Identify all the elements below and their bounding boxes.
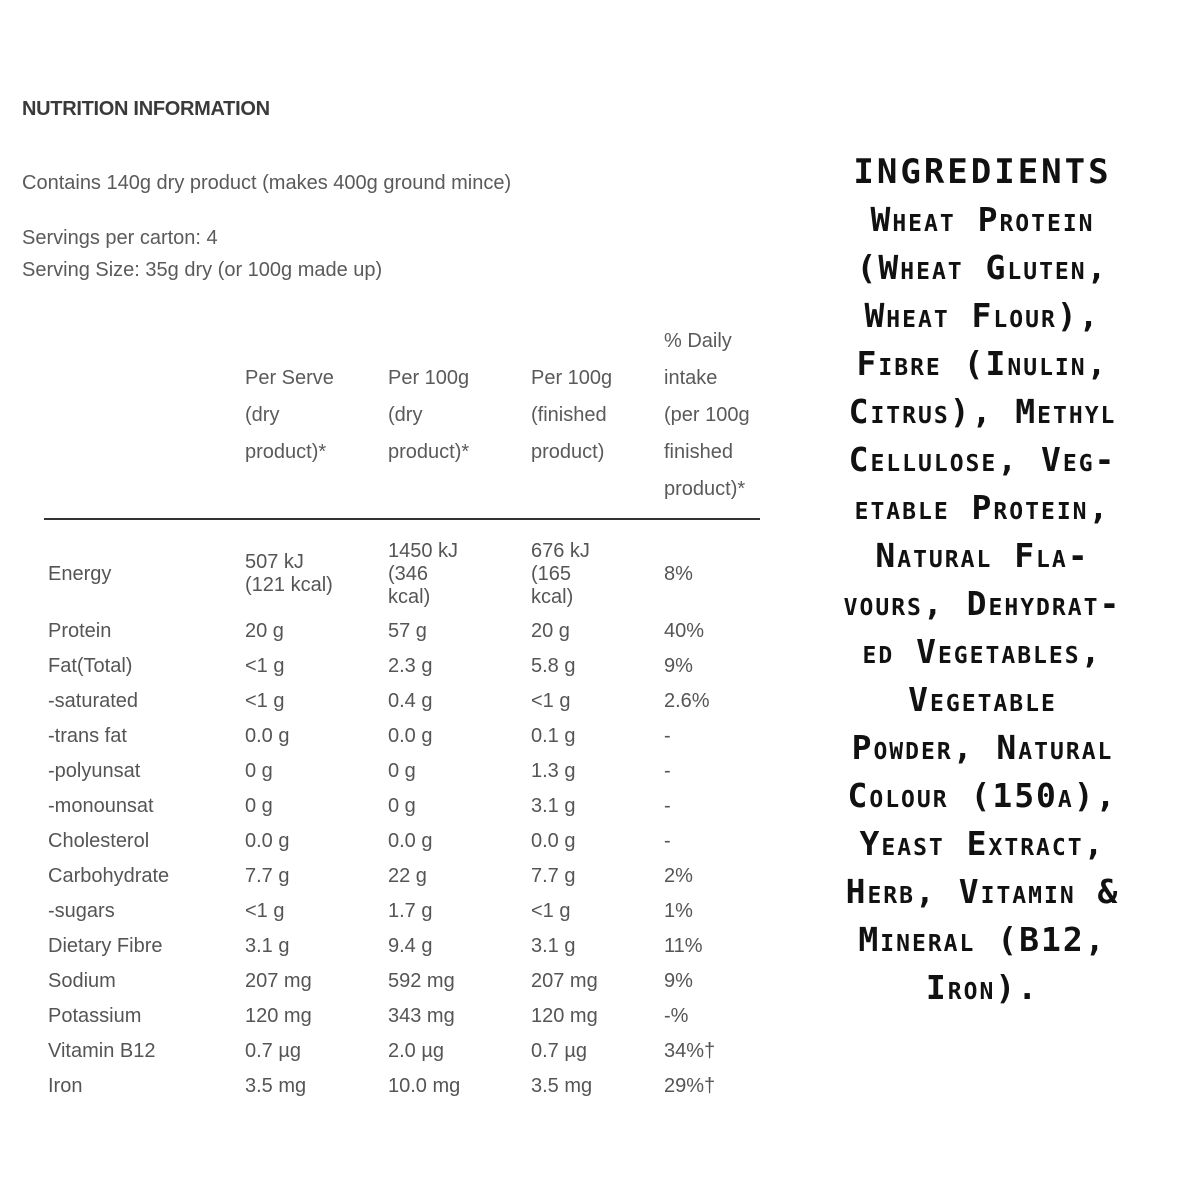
ingredients-line: Vegetable <box>908 680 1057 719</box>
ingredients-line: Mineral (B12, <box>858 920 1107 959</box>
per-serve-value: 207 mg <box>245 970 312 992</box>
per-100g-finished-value: <1 g <box>531 690 571 712</box>
per-100g-dry-value: 22 g <box>388 865 427 887</box>
per-serve-value: 0.0 g <box>245 830 290 852</box>
nutrient-name: Vitamin B12 <box>48 1040 156 1062</box>
ingredients-line: Wheat Flour), <box>864 296 1101 335</box>
nutrient-name: -saturated <box>48 690 139 712</box>
daily-intake-value: 2% <box>664 865 693 887</box>
daily-intake-value: - <box>664 725 671 747</box>
nutrient-name: Dietary Fibre <box>48 935 163 957</box>
per-serve-value: 507 kJ (121 kcal) <box>245 551 333 596</box>
daily-intake-value: - <box>664 795 671 817</box>
table-row <box>0 789 780 824</box>
nutrient-name: -trans fat <box>48 725 127 747</box>
column-header-per-100g-finished: Per 100g (finished product) <box>531 367 613 463</box>
table-row <box>0 754 780 789</box>
nutrition-title: NUTRITION INFORMATION <box>22 98 270 120</box>
per-100g-finished-value: 0.0 g <box>531 830 576 852</box>
per-100g-finished-value: 207 mg <box>531 970 598 992</box>
per-100g-dry-value: 0 g <box>388 795 416 817</box>
per-100g-dry-value: 0.0 g <box>388 725 433 747</box>
header-divider <box>44 518 760 520</box>
table-row <box>0 894 780 929</box>
per-100g-finished-value: 3.1 g <box>531 795 576 817</box>
ingredients-line: Yeast Extract, <box>859 824 1106 863</box>
table-row <box>0 538 780 610</box>
ingredients-line: (Wheat Gluten, <box>856 248 1109 287</box>
table-row <box>0 999 780 1034</box>
table-row <box>0 964 780 999</box>
table-row <box>0 929 780 964</box>
table-row <box>0 719 780 754</box>
per-100g-dry-value: 0 g <box>388 760 416 782</box>
table-row <box>0 1069 780 1104</box>
nutrient-name: Potassium <box>48 1005 142 1027</box>
column-header-per-serve: Per Serve (dry product)* <box>245 367 334 463</box>
nutrient-name: Cholesterol <box>48 830 150 852</box>
nutrient-name: -sugars <box>48 900 115 922</box>
per-100g-dry-value: 2.0 µg <box>388 1040 445 1062</box>
ingredients-line: Herb, Vitamin & <box>845 872 1120 911</box>
ingredients-line: Powder, Natural <box>851 728 1114 767</box>
per-serve-value: 0 g <box>245 795 273 817</box>
column-header-per-100g-dry: Per 100g (dry product)* <box>388 367 470 463</box>
ingredients-text <box>780 196 1185 1012</box>
ingredients-panel <box>780 148 1185 1012</box>
per-100g-dry-value: 9.4 g <box>388 935 433 957</box>
nutrient-name: Energy <box>48 562 112 585</box>
daily-intake-value: 2.6% <box>664 690 710 712</box>
daily-intake-value: 34%† <box>664 1040 716 1062</box>
daily-intake-value: 11% <box>664 935 703 957</box>
per-serve-value: 0 g <box>245 760 273 782</box>
ingredients-line: Iron). <box>925 968 1040 1007</box>
per-100g-finished-value: 20 g <box>531 620 570 642</box>
ingredients-line: vours, Dehydrat- <box>843 584 1122 623</box>
per-100g-finished-value: 0.7 µg <box>531 1040 588 1062</box>
nutrient-name: Sodium <box>48 970 116 992</box>
per-serve-value: 0.7 µg <box>245 1040 302 1062</box>
ingredients-line: Colour (150a), <box>847 776 1118 815</box>
per-100g-finished-value: 120 mg <box>531 1005 598 1027</box>
daily-intake-value: - <box>664 760 671 782</box>
daily-intake-value: 8% <box>664 562 693 585</box>
per-100g-finished-value: 1.3 g <box>531 760 576 782</box>
ingredients-line: Citrus), Methyl <box>848 392 1117 431</box>
daily-intake-value: 9% <box>664 970 693 992</box>
daily-intake-value: 40% <box>664 620 705 642</box>
ingredients-line: Cellulose, Veg- <box>848 440 1117 479</box>
nutrient-name: Protein <box>48 620 112 642</box>
per-100g-dry-value: 343 mg <box>388 1005 455 1027</box>
per-serve-value: 3.5 mg <box>245 1075 307 1097</box>
table-row <box>0 859 780 894</box>
column-header-daily-intake: % Daily intake (per 100g finished product)* <box>664 330 750 500</box>
nutrient-name: -polyunsat <box>48 760 141 782</box>
per-100g-finished-value: 7.7 g <box>531 865 576 887</box>
servings-per-carton: Servings per carton: 4 <box>22 227 218 249</box>
ingredients-line: Fibre (Inulin, <box>856 344 1109 383</box>
per-100g-dry-value: 0.4 g <box>388 690 433 712</box>
per-100g-finished-value: 0.1 g <box>531 725 576 747</box>
per-100g-dry-value: 1450 kJ (346 kcal) <box>388 539 459 608</box>
table-row <box>0 684 780 719</box>
per-100g-finished-value: 676 kJ (165 kcal) <box>531 539 590 608</box>
per-serve-value: 120 mg <box>245 1005 312 1027</box>
daily-intake-value: - <box>664 830 671 852</box>
daily-intake-value: 9% <box>664 655 693 677</box>
per-100g-dry-value: 0.0 g <box>388 830 433 852</box>
per-100g-dry-value: 57 g <box>388 620 427 642</box>
serving-size: Serving Size: 35g dry (or 100g made up) <box>22 259 383 281</box>
daily-intake-value: -% <box>664 1005 689 1027</box>
per-100g-finished-value: 3.5 mg <box>531 1075 593 1097</box>
ingredients-line: Natural Fla- <box>875 536 1090 575</box>
per-serve-value: 7.7 g <box>245 865 290 887</box>
contains-text: Contains 140g dry product (makes 400g ground mince) <box>22 172 512 194</box>
per-serve-value: <1 g <box>245 690 285 712</box>
per-serve-value: 20 g <box>245 620 284 642</box>
table-row <box>0 824 780 859</box>
per-100g-dry-value: 2.3 g <box>388 655 433 677</box>
per-serve-value: <1 g <box>245 655 285 677</box>
per-100g-dry-value: 592 mg <box>388 970 455 992</box>
ingredients-title: INGREDIENTS <box>853 152 1112 192</box>
per-100g-finished-value: <1 g <box>531 900 571 922</box>
daily-intake-value: 1% <box>664 900 693 922</box>
table-row <box>0 1034 780 1069</box>
per-100g-finished-value: 3.1 g <box>531 935 576 957</box>
nutrient-name: Fat(Total) <box>48 655 133 677</box>
ingredients-line: etable Protein, <box>854 488 1111 527</box>
per-serve-value: 3.1 g <box>245 935 290 957</box>
table-row <box>0 614 780 649</box>
table-row <box>0 649 780 684</box>
per-100g-finished-value: 5.8 g <box>531 655 576 677</box>
per-100g-dry-value: 10.0 mg <box>388 1075 461 1097</box>
per-serve-value: 0.0 g <box>245 725 290 747</box>
per-100g-dry-value: 1.7 g <box>388 900 433 922</box>
ingredients-line: ed Vegetables, <box>862 632 1103 671</box>
ingredients-line: Wheat Protein <box>870 200 1095 239</box>
nutrient-name: Iron <box>48 1075 83 1097</box>
nutrient-name: Carbohydrate <box>48 865 170 887</box>
daily-intake-value: 29%† <box>664 1075 716 1097</box>
per-serve-value: <1 g <box>245 900 285 922</box>
nutrient-name: -monounsat <box>48 795 154 817</box>
